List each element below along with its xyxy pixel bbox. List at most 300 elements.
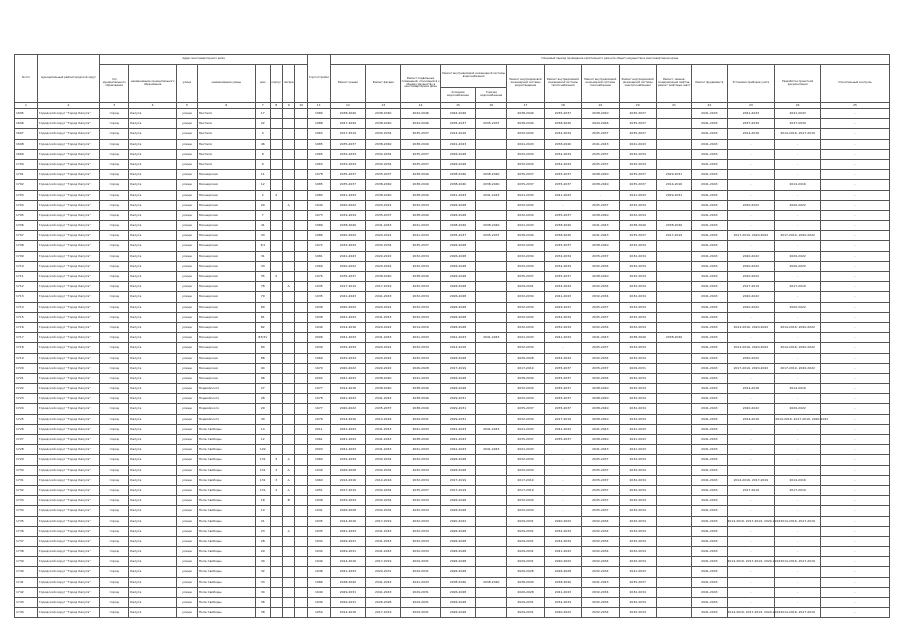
table-cell: 2041-2043: [692, 322, 727, 332]
table-cell: 41: [255, 221, 270, 231]
table-cell: 2035-2037: [440, 231, 475, 241]
table-cell: 2038-2040: [440, 221, 475, 231]
table-cell: город: [100, 231, 129, 241]
table-body: [15, 109, 890, 618]
table-cell: [656, 373, 691, 383]
table-cell: 2041-2043: [582, 333, 619, 343]
table-cell: -: [775, 139, 821, 149]
table-cell: 78: [255, 282, 270, 292]
table-row: [15, 496, 890, 506]
header-power: Ремонт внутридомовой инженерной системы электроснабжения: [619, 65, 656, 103]
table-cell: 2041-2043: [692, 567, 727, 577]
table-cell: -: [727, 445, 775, 455]
table-cell: 2029-2031: [401, 567, 440, 577]
table-cell: 2029-2031: [401, 557, 440, 567]
table-cell: 2041-2043: [366, 536, 401, 546]
table-cell: 2032-2034: [544, 251, 581, 261]
table-cell: [656, 353, 691, 363]
table-cell: 2026-2028: [440, 557, 475, 567]
table-cell: 2014-2016: [330, 384, 365, 394]
table-cell: [476, 302, 507, 312]
header-hot-water: Горячее водоснабжение: [476, 88, 507, 103]
table-cell: Калуга: [129, 119, 177, 129]
table-cell: 2041-2043: [582, 231, 619, 241]
table-cell: 2014-2016: [330, 475, 365, 485]
table-cell: 2032-2034: [619, 251, 656, 261]
table-cell: 2032-2034: [582, 353, 619, 363]
table-cell: город: [100, 241, 129, 251]
table-cell: 2041-2043: [330, 567, 365, 577]
table-cell: 2020-2022: [366, 322, 401, 332]
table-cell: Городской округ "Город Калуга": [37, 322, 99, 332]
table-cell: 2014-2016, 2017-2019: [727, 475, 775, 485]
table-cell: [270, 424, 282, 434]
table-cell: улица: [177, 139, 198, 149]
table-cell: улица: [177, 292, 198, 302]
table-cell: Калуга: [129, 159, 177, 169]
table-cell: 2017-2019: [775, 282, 821, 292]
table-cell: Городской округ "Город Калуга": [37, 292, 99, 302]
table-cell: 94: [255, 363, 270, 373]
table-cell: улица: [177, 353, 198, 363]
table-cell: 2026-2028: [440, 547, 475, 557]
table-cell: [270, 526, 282, 536]
table-cell: -: [821, 455, 890, 465]
table-cell: Калуга: [129, 496, 177, 506]
table-cell: улица: [177, 302, 198, 312]
table-cell: А: [282, 455, 294, 465]
table-cell: Пионерская: [197, 241, 255, 251]
table-cell: [270, 404, 282, 414]
table-cell: [295, 149, 308, 159]
table-cell: Городской округ "Город Калуга": [37, 536, 99, 546]
table-row: [15, 547, 890, 557]
table-cell: 2020-2022: [775, 404, 821, 414]
table-cell: 2035-2037: [507, 272, 544, 282]
table-cell: 19: [255, 506, 270, 516]
table-cell: 1976: [307, 414, 330, 424]
table-cell: Городской округ "Город Калуга": [37, 465, 99, 475]
table-cell: 1734: [15, 506, 38, 516]
table-cell: Калуга: [129, 557, 177, 567]
table-cell: улица: [177, 516, 198, 526]
table-cell: -: [775, 170, 821, 180]
table-cell: 2032-2034: [507, 506, 544, 516]
table-cell: -: [821, 414, 890, 424]
table-cell: [656, 119, 691, 129]
table-cell: 1948: [307, 567, 330, 577]
table-row: [15, 384, 890, 394]
table-cell: [476, 506, 507, 516]
table-cell: [656, 445, 691, 455]
table-cell: 2032-2034: [366, 465, 401, 475]
table-cell: [476, 587, 507, 597]
table-cell: 2041-2043: [507, 139, 544, 149]
table-cell: [656, 149, 691, 159]
table-cell: 2020-2022: [330, 363, 365, 373]
table-cell: улица: [177, 598, 198, 608]
header-mo-name: наименование муниципального образования: [129, 65, 177, 103]
table-cell: город: [100, 302, 129, 312]
table-row: [15, 190, 890, 200]
table-cell: [282, 159, 294, 169]
table-cell: Поле Свободы: [197, 536, 255, 546]
table-cell: 2032-2034: [582, 292, 619, 302]
table-cell: Городской округ "Город Калуга": [37, 210, 99, 220]
table-cell: [295, 241, 308, 251]
table-cell: -: [821, 587, 890, 597]
table-row: [15, 312, 890, 322]
table-cell: [282, 302, 294, 312]
table-cell: Подвойского: [197, 414, 255, 424]
table-cell: 2041-2043: [401, 373, 440, 383]
table-cell: 2020-2022: [366, 261, 401, 271]
table-cell: Пионерская: [197, 272, 255, 282]
column-number: 18: [544, 103, 581, 109]
table-row: [15, 109, 890, 119]
table-cell: 1949: [307, 557, 330, 567]
table-cell: 2020-2022: [775, 302, 821, 312]
table-cell: [295, 465, 308, 475]
table-cell: 2035-2037: [619, 119, 656, 129]
table-cell: Пионерская: [197, 190, 255, 200]
table-cell: -: [821, 221, 890, 231]
table-cell: 2026-2028: [440, 200, 475, 210]
table-cell: 2041-2043: [507, 221, 544, 231]
table-cell: 2041-2043: [582, 221, 619, 231]
table-cell: [656, 129, 691, 139]
header-year: Год постройки: [307, 55, 330, 103]
table-cell: 1988: [307, 119, 330, 129]
header-roof: Ремонт крыши: [330, 65, 365, 103]
table-cell: 2035-2037: [582, 312, 619, 322]
table-cell: 1741: [15, 577, 38, 587]
table-cell: 2020-2022: [330, 302, 365, 312]
table-cell: 2032-2034: [619, 272, 656, 282]
table-cell: [656, 109, 691, 119]
column-number: 19: [582, 103, 619, 109]
table-cell: Городской округ "Город Калуга": [37, 394, 99, 404]
table-cell: 2038-2040: [507, 231, 544, 241]
table-cell: 2032-2034: [582, 547, 619, 557]
table-cell: [282, 414, 294, 424]
table-cell: -: [775, 312, 821, 322]
table-cell: [295, 536, 308, 546]
table-cell: [476, 485, 507, 495]
table-cell: [270, 200, 282, 210]
table-cell: -: [727, 373, 775, 383]
table-cell: [476, 373, 507, 383]
table-cell: [270, 414, 282, 424]
table-cell: 1951: [307, 485, 330, 495]
table-cell: 1718: [15, 343, 38, 353]
table-cell: улица: [177, 159, 198, 169]
table-cell: город: [100, 587, 129, 597]
table-cell: -: [821, 516, 890, 526]
table-cell: 2032-2034: [401, 261, 440, 271]
table-cell: 2044-2046: [401, 109, 440, 119]
table-cell: 1708: [15, 241, 38, 251]
table-cell: 1711: [15, 272, 38, 282]
table-row: [15, 475, 890, 485]
table-cell: 2041-2043: [692, 159, 727, 169]
table-cell: 2035-2037: [619, 231, 656, 241]
table-cell: 2035-2037: [507, 180, 544, 190]
table-cell: 2041-2043: [692, 251, 727, 261]
table-cell: [476, 394, 507, 404]
table-cell: [656, 384, 691, 394]
table-cell: 2032-2034: [366, 506, 401, 516]
table-cell: 2035-2037: [366, 170, 401, 180]
table-cell: 2020-2022: [544, 557, 581, 567]
table-cell: 27: [255, 384, 270, 394]
table-cell: [656, 506, 691, 516]
table-cell: 2026-2028: [440, 241, 475, 251]
table-row: [15, 516, 890, 526]
table-cell: 38: [255, 608, 270, 618]
table-cell: 82: [255, 322, 270, 332]
table-cell: Калуга: [129, 384, 177, 394]
table-cell: Калуга: [129, 302, 177, 312]
table-cell: 2032-2034: [619, 598, 656, 608]
table-cell: -: [775, 424, 821, 434]
table-cell: -: [821, 139, 890, 149]
table-cell: 1735: [15, 516, 38, 526]
table-cell: 2032-2034: [366, 496, 401, 506]
table-cell: 2035-2037: [401, 241, 440, 251]
table-cell: 1705: [15, 210, 38, 220]
table-row: [15, 506, 890, 516]
table-cell: -: [775, 455, 821, 465]
table-cell: 1700: [15, 159, 38, 169]
table-cell: 30: [255, 557, 270, 567]
table-cell: [282, 536, 294, 546]
table-cell: 2020-2022: [727, 353, 775, 363]
table-cell: Калуга: [129, 373, 177, 383]
table-cell: 1978: [307, 170, 330, 180]
table-cell: 2026-2028: [507, 587, 544, 597]
table-cell: 2041-2043: [582, 139, 619, 149]
header-street-type: улица: [177, 65, 198, 103]
table-cell: [295, 170, 308, 180]
table-cell: 2041-2043: [330, 190, 365, 200]
table-cell: -: [821, 404, 890, 414]
table-cell: Поле Свободы: [197, 516, 255, 526]
table-cell: город: [100, 536, 129, 546]
table-cell: 2017-2019: [440, 475, 475, 485]
table-cell: 2041-2043: [692, 516, 727, 526]
table-cell: город: [100, 496, 129, 506]
table-cell: [656, 322, 691, 332]
table-cell: Калуга: [129, 363, 177, 373]
table-cell: 1721: [15, 373, 38, 383]
table-cell: Калуга: [129, 149, 177, 159]
table-cell: город: [100, 251, 129, 261]
table-cell: Поле Свободы: [197, 445, 255, 455]
table-cell: 2029-2031: [401, 608, 440, 618]
table-cell: 2032-2034: [582, 587, 619, 597]
table-cell: 2038-2040: [582, 384, 619, 394]
table-cell: Пестеля: [197, 159, 255, 169]
table-cell: -: [821, 119, 890, 129]
table-cell: [476, 414, 507, 424]
table-cell: Калуга: [129, 485, 177, 495]
table-cell: [656, 282, 691, 292]
table-cell: 2035-2037: [582, 251, 619, 261]
column-number: 21: [656, 103, 691, 109]
table-cell: [656, 577, 691, 587]
table-cell: -: [821, 353, 890, 363]
table-cell: 2014-2016: [330, 608, 365, 618]
table-cell: 2041-2043: [330, 292, 365, 302]
table-cell: 2: [270, 272, 282, 282]
table-cell: 2032-2034: [330, 241, 365, 251]
table-cell: улица: [177, 251, 198, 261]
table-cell: 2020-2022: [727, 251, 775, 261]
table-cell: [295, 475, 308, 485]
table-cell: -: [727, 424, 775, 434]
table-cell: -: [544, 200, 581, 210]
table-cell: Городской округ "Город Калуга": [37, 129, 99, 139]
table-row: [15, 526, 890, 536]
table-cell: -: [821, 394, 890, 404]
table-cell: улица: [177, 363, 198, 373]
table-cell: Пестеля: [197, 109, 255, 119]
table-cell: 2041-2043: [582, 424, 619, 434]
table-cell: [295, 506, 308, 516]
table-cell: [476, 139, 507, 149]
table-cell: 2026-2028: [440, 384, 475, 394]
table-cell: улица: [177, 343, 198, 353]
table-cell: [295, 404, 308, 414]
table-cell: улица: [177, 567, 198, 577]
table-cell: 2041-2043: [507, 333, 544, 343]
table-cell: 2041-2043: [692, 384, 727, 394]
table-cell: 2032-2034: [507, 261, 544, 271]
table-cell: -: [821, 577, 890, 587]
table-cell: 2029-2031: [330, 587, 365, 597]
table-cell: 2038-2040: [366, 180, 401, 190]
table-cell: 2032-2034: [507, 394, 544, 404]
table-cell: 2032-2034: [507, 312, 544, 322]
table-cell: 2026-2028: [544, 567, 581, 577]
table-cell: -: [727, 506, 775, 516]
table-cell: 2032-2034: [619, 302, 656, 312]
table-cell: 2026-2028: [440, 506, 475, 516]
table-cell: 2002: [307, 373, 330, 383]
table-cell: 2038-2040: [582, 109, 619, 119]
table-cell: Калуга: [129, 353, 177, 363]
table-cell: [656, 414, 691, 424]
table-cell: 2038-2040: [366, 384, 401, 394]
table-cell: Калуга: [129, 292, 177, 302]
table-cell: [295, 333, 308, 343]
table-cell: [656, 292, 691, 302]
header-num: № п/п: [15, 55, 38, 103]
table-cell: 2038-2040: [476, 180, 507, 190]
table-cell: 2035-2037: [619, 170, 656, 180]
table-cell: Городской округ "Город Калуга": [37, 109, 99, 119]
table-cell: [656, 516, 691, 526]
table-cell: Поле Свободы: [197, 577, 255, 587]
table-cell: 2032-2034: [619, 455, 656, 465]
table-cell: [282, 435, 294, 445]
table-cell: 2041-2043: [692, 241, 727, 251]
table-cell: [656, 557, 691, 567]
table-cell: -: [821, 485, 890, 495]
table-cell: Городской округ "Город Калуга": [37, 170, 99, 180]
table-cell: [295, 221, 308, 231]
table-cell: -: [821, 210, 890, 220]
table-cell: Пионерская: [197, 261, 255, 271]
header-plan-group: Плановый период проведения капитального ремонта общего имущества в многоквартирном доме: [330, 55, 889, 65]
table-cell: [476, 353, 507, 363]
table-cell: 2041-2043: [440, 445, 475, 455]
table-cell: 2032-2034: [619, 343, 656, 353]
table-cell: -: [821, 180, 890, 190]
table-cell: 2: [255, 190, 270, 200]
table-cell: 2041-2043: [330, 394, 365, 404]
table-cell: 2032-2034: [507, 241, 544, 251]
table-cell: 2038-2040: [544, 221, 581, 231]
table-cell: 2035-2037: [440, 119, 475, 129]
table-cell: 2035-2037: [544, 384, 581, 394]
table-cell: 2035-2037: [544, 394, 581, 404]
table-cell: 2032-2034: [619, 496, 656, 506]
table-cell: город: [100, 282, 129, 292]
table-cell: 2032-2034: [507, 159, 544, 169]
table-cell: город: [100, 159, 129, 169]
table-cell: 2035-2037: [582, 302, 619, 312]
table-cell: -: [821, 109, 890, 119]
table-cell: [476, 516, 507, 526]
table-cell: [282, 292, 294, 302]
table-cell: 2041-2043: [330, 526, 365, 536]
table-cell: 4: [270, 485, 282, 495]
table-cell: [270, 251, 282, 261]
table-cell: 2017-2019: [656, 231, 691, 241]
table-cell: город: [100, 200, 129, 210]
table-cell: [295, 190, 308, 200]
table-cell: 2014-2016: [727, 129, 775, 139]
table-cell: [295, 353, 308, 363]
table-cell: 2041-2043: [440, 333, 475, 343]
table-cell: 2029-2031: [507, 282, 544, 292]
table-cell: [476, 251, 507, 261]
table-cell: 2038-2040: [476, 170, 507, 180]
table-cell: [282, 241, 294, 251]
table-cell: 2032-2034: [619, 200, 656, 210]
table-cell: 1713: [15, 292, 38, 302]
table-cell: 2041-2043: [544, 547, 581, 557]
table-cell: 2041-2043: [692, 557, 727, 567]
table-cell: 2020-2022: [727, 200, 775, 210]
table-cell: 2020-2022: [775, 261, 821, 271]
header-letter: литера: [282, 65, 294, 103]
table-cell: [476, 435, 507, 445]
table-cell: 2014-2016: [440, 343, 475, 353]
column-number: 5: [177, 103, 198, 109]
table-cell: Пионерская: [197, 200, 255, 210]
table-cell: 2038-2040: [544, 119, 581, 129]
table-cell: Калуга: [129, 190, 177, 200]
table-cell: [282, 251, 294, 261]
table-row: [15, 231, 890, 241]
table-cell: [282, 312, 294, 322]
table-cell: 2041-2043: [330, 312, 365, 322]
table-cell: 2029-2031: [330, 547, 365, 557]
table-cell: [282, 221, 294, 231]
